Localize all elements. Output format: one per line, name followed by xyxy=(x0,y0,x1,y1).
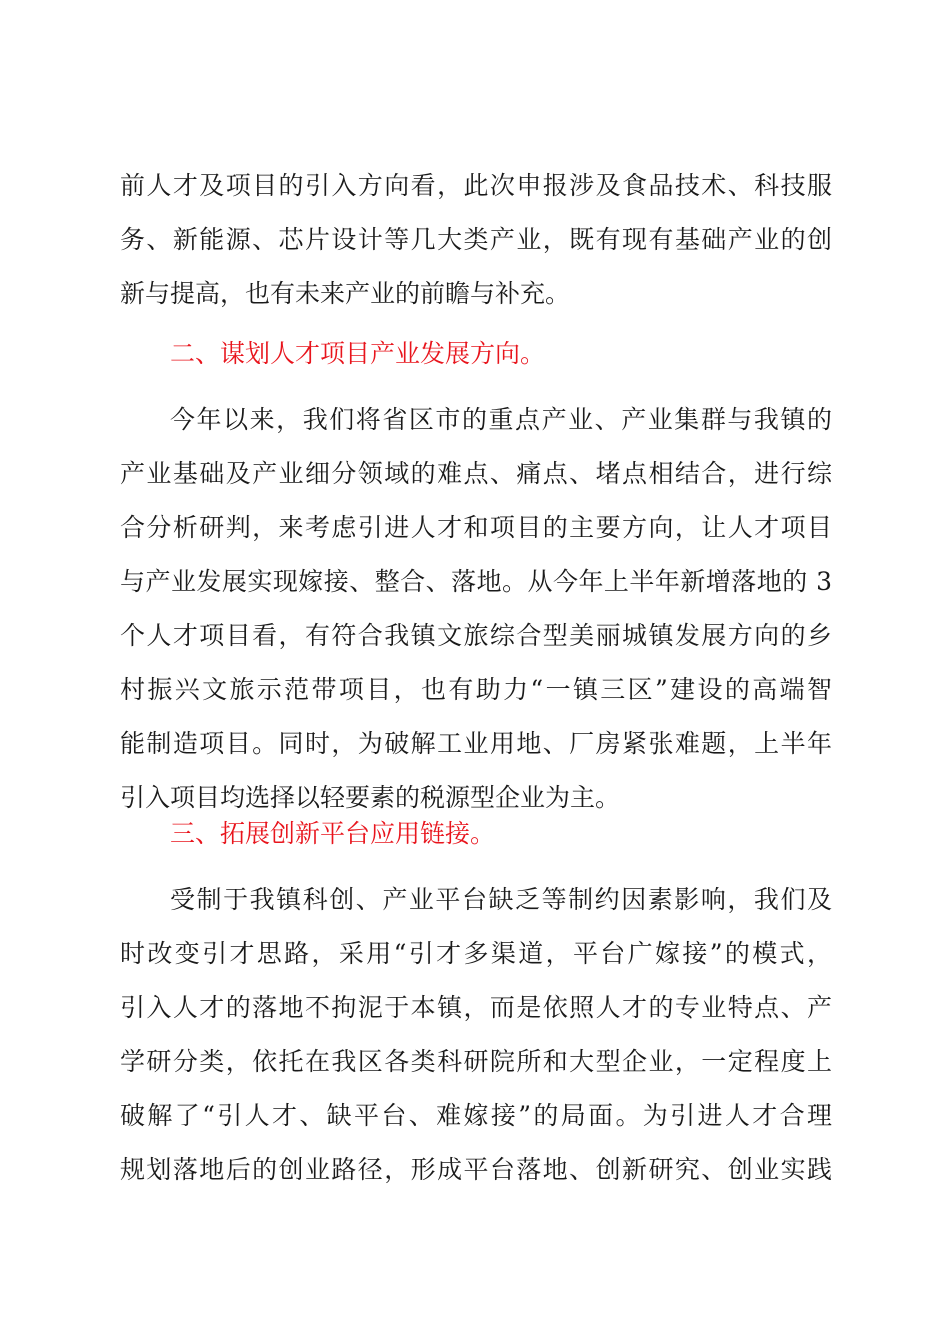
section-heading-3: 三、拓展创新平台应用链接。 xyxy=(170,819,496,848)
paragraph-2-line-1: 今年以来，我们将省区市的重点产业、产业集群与我镇的 xyxy=(170,405,832,434)
paragraph-3-line-4: 学研分类，依托在我区各类科研院所和大型企业，一定程度上 xyxy=(120,1047,832,1076)
section-heading-2: 二、谋划人才项目产业发展方向。 xyxy=(170,339,546,368)
paragraph-2-line-8: 引入项目均选择以轻要素的税源型企业为主。 xyxy=(120,783,621,812)
paragraph-3-line-3: 引入人才的落地不拘泥于本镇，而是依照人才的专业特点、产 xyxy=(120,993,832,1022)
paragraph-3-line-5: 破解了“引人才、缺平台、难嫁接”的局面。为引进人才合理 xyxy=(120,1101,832,1130)
paragraph-3-line-1: 受制于我镇科创、产业平台缺乏等制约因素影响，我们及 xyxy=(170,885,832,914)
paragraph-1-line-2: 务、新能源、芯片设计等几大类产业，既有现有基础产业的创 xyxy=(120,225,832,254)
paragraph-3-line-2: 时改变引才思路，采用“引才多渠道，平台广嫁接”的模式， xyxy=(120,939,832,968)
paragraph-2-line-6: 村振兴文旅示范带项目，也有助力“一镇三区”建设的高端智 xyxy=(120,675,832,704)
paragraph-2-line-4: 与产业发展实现嫁接、整合、落地。从今年上半年新增落地的 3 xyxy=(120,567,832,596)
paragraph-2-line-3: 合分析研判，来考虑引进人才和项目的主要方向，让人才项目 xyxy=(120,513,832,542)
paragraph-2-line-2: 产业基础及产业细分领域的难点、痛点、堵点相结合，进行综 xyxy=(120,459,832,488)
paragraph-1-line-3: 新与提高，也有未来产业的前瞻与补充。 xyxy=(120,279,571,308)
paragraph-2-line-5: 个人才项目看，有符合我镇文旅综合型美丽城镇发展方向的乡 xyxy=(120,621,832,650)
paragraph-1-line-1: 前人才及项目的引入方向看，此次申报涉及食品技术、科技服 xyxy=(120,171,832,200)
paragraph-3-line-6: 规划落地后的创业路径，形成平台落地、创新研究、创业实践 xyxy=(120,1155,832,1184)
paragraph-2-line-7: 能制造项目。同时，为破解工业用地、厂房紧张难题，上半年 xyxy=(120,729,832,758)
